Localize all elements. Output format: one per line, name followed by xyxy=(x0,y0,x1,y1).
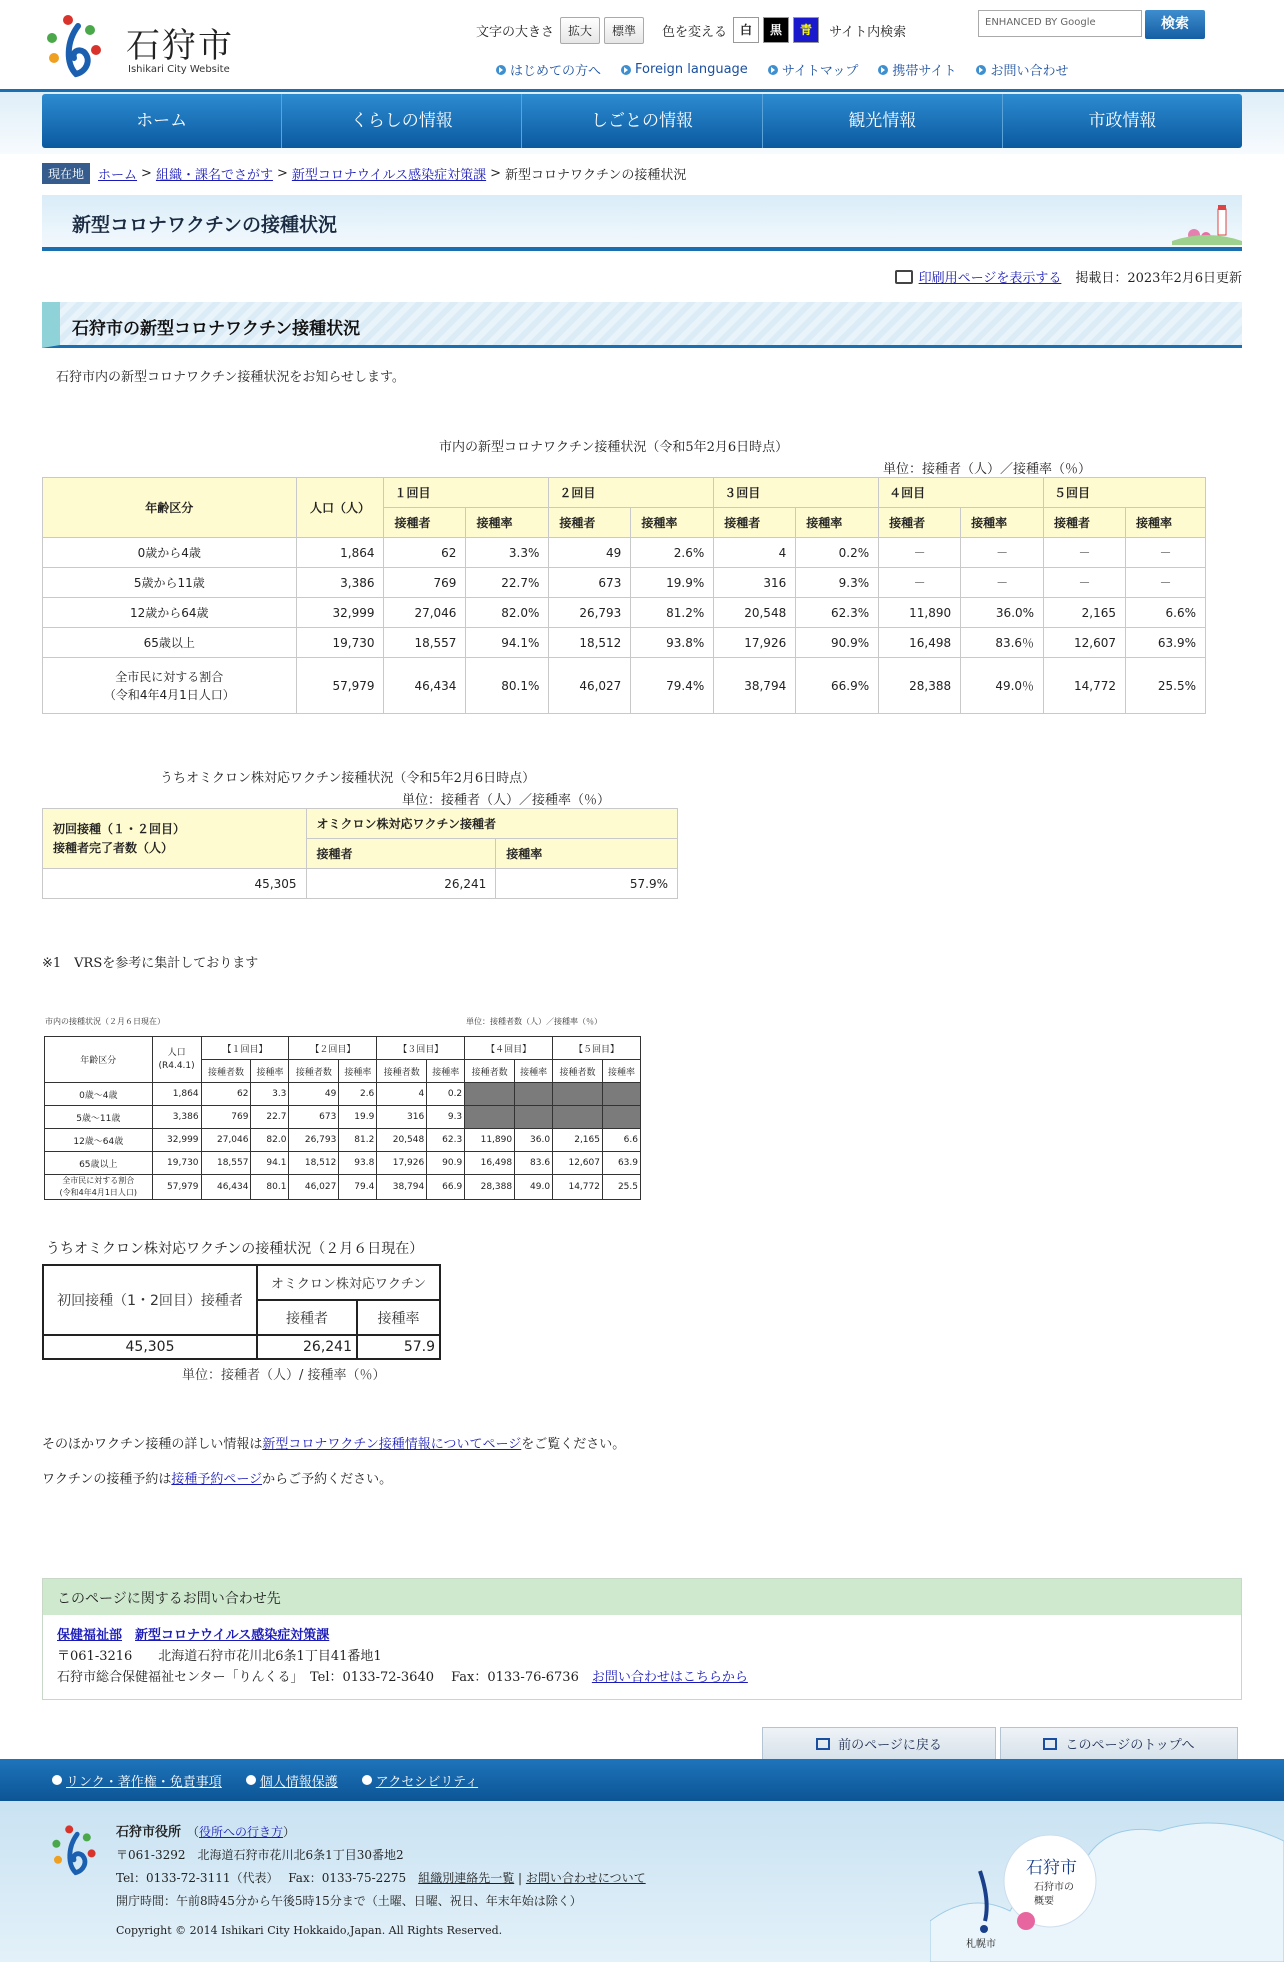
nav-city-admin[interactable]: 市政情報 xyxy=(1088,111,1157,131)
back-button[interactable] xyxy=(762,1727,996,1759)
value-cell: 316 xyxy=(714,568,796,598)
value-cell: 18,512 xyxy=(289,1152,339,1175)
value-cell: 20,548 xyxy=(377,1129,427,1152)
age-cell: 65歳以上 xyxy=(45,1152,153,1175)
population-cell: 19,730 xyxy=(152,1152,201,1175)
other-info-post: をご覧ください。 xyxy=(521,1437,626,1452)
value-cell: 62.3% xyxy=(796,598,879,628)
footer-logo xyxy=(50,1821,106,1881)
table1-unit: 単位：接種者（人）／接種率（％） xyxy=(883,462,1092,477)
sublink-first-visit[interactable]: はじめての方へ xyxy=(496,60,601,79)
header-rate: 接種率 xyxy=(515,1060,553,1083)
breadcrumb-separator: > xyxy=(276,166,288,181)
header-dose: 【５回目】 xyxy=(553,1037,641,1060)
empty-cell xyxy=(553,1083,603,1106)
page-top-button[interactable] xyxy=(1000,1727,1238,1759)
header-rate: 接種率 xyxy=(466,508,549,538)
color-blue-button[interactable]: 青 xyxy=(793,17,819,43)
age-cell: 12歳～64歳 xyxy=(45,1129,153,1152)
contact-heading: このページに関するお問い合わせ先 xyxy=(43,1579,1241,1615)
value-cell: 17,926 xyxy=(714,628,796,658)
sublink-foreign-language[interactable]: Foreign language xyxy=(621,60,748,79)
copyright: Copyright © 2014 Ishikari City Hokkaido,Japan. All Rights Reserved. xyxy=(116,1924,503,1937)
header-people: 接種者数 xyxy=(201,1060,251,1083)
city-overview-map[interactable] xyxy=(930,1801,1284,1962)
vrs-note: ※1 VRSを参考に集計しております xyxy=(42,956,259,971)
empty-cell xyxy=(602,1083,640,1106)
header-initial-line2: 接種者完了者数（人） xyxy=(53,840,174,855)
value-cell: 94.1 xyxy=(251,1152,289,1175)
header-dose: ５回目 xyxy=(1044,478,1206,508)
value-cell: 27,046 xyxy=(384,598,466,628)
breadcrumb-covid-dept[interactable]: 新型コロナウイルス感染症対策課 xyxy=(291,168,487,183)
header-population: 人口（人） xyxy=(296,478,384,538)
value-cell: 45,305 xyxy=(43,869,307,899)
value-cell: 28,388 xyxy=(879,658,961,714)
header-dose: 【３回目】 xyxy=(377,1037,465,1060)
site-search-label: サイト内検索 xyxy=(829,24,907,40)
footer-links-bar xyxy=(0,1759,1284,1801)
sublink-contact[interactable]: お問い合わせ xyxy=(976,60,1068,79)
reservation-post: からご予約ください。 xyxy=(262,1472,393,1487)
page-title: 新型コロナワクチンの接種状況 xyxy=(72,214,338,236)
map-overview-label: 石狩市の概要 xyxy=(1034,1882,1074,1907)
population-cell: 32,999 xyxy=(296,598,384,628)
age-label: 全市民に対する割合 xyxy=(62,1176,135,1185)
up-arrow-icon xyxy=(1043,1738,1057,1750)
lighthouse-illustration-icon xyxy=(1172,201,1242,245)
value-cell: 81.2% xyxy=(631,598,714,628)
search-button[interactable]: 検索 xyxy=(1145,10,1205,39)
city-emblem-icon xyxy=(44,12,114,82)
header-omicron: オミクロン株対応ワクチン xyxy=(257,1265,440,1300)
breadcrumb-home[interactable]: ホーム xyxy=(98,168,138,183)
table-row xyxy=(45,1083,641,1106)
value-cell: 38,794 xyxy=(714,658,796,714)
published-date: 掲載日：2023年2月6日更新 xyxy=(1075,271,1242,286)
header-rate: 接種率 xyxy=(339,1060,377,1083)
value-cell: 19.9% xyxy=(631,568,714,598)
sublink-sitemap[interactable]: サイトマップ xyxy=(768,60,859,79)
value-cell: 22.7 xyxy=(251,1106,289,1129)
vaccination-table xyxy=(42,477,1206,714)
value-cell: 0.2% xyxy=(796,538,879,568)
value-cell: 49 xyxy=(289,1083,339,1106)
arrow-bullet-icon xyxy=(768,65,778,75)
header-pop-line2: (R4.4.1) xyxy=(158,1060,195,1071)
population-cell: 57,979 xyxy=(152,1175,201,1200)
age-cell: 0歳から4歳 xyxy=(43,538,297,568)
logo-subtitle: Ishikari City Website xyxy=(128,64,230,75)
table-row xyxy=(43,628,1206,658)
arrow-bullet-icon xyxy=(621,65,631,75)
value-cell: 26,241 xyxy=(257,1335,357,1359)
age-sublabel: （令和4年4月1日人口） xyxy=(103,687,235,702)
value-cell: 2,165 xyxy=(1044,598,1126,628)
value-cell: 94.1% xyxy=(466,628,549,658)
population-cell: 32,999 xyxy=(152,1129,201,1152)
empty-cell xyxy=(553,1106,603,1129)
header-dose: 【１回目】 xyxy=(201,1037,289,1060)
footer-address: 〒061-3292 北海道石狩市花川北6条1丁目30番地2 xyxy=(116,1848,404,1862)
header-age: 年齢区分 xyxy=(43,478,297,538)
value-cell: 9.3% xyxy=(796,568,879,598)
value-cell: 19.9 xyxy=(339,1106,377,1129)
image2-title: うちオミクロン株対応ワクチンの接種状況（２月６日現在） xyxy=(46,1241,424,1257)
section-title: 石狩市の新型コロナワクチン接種状況 xyxy=(72,319,361,339)
image-table-unit: 単位：接種者数（人）／接種率（％） xyxy=(466,1017,602,1026)
header-dose: 【４回目】 xyxy=(465,1037,553,1060)
value-cell: 2.6% xyxy=(631,538,714,568)
print-page-link[interactable]: 印刷用ページを表示する xyxy=(918,271,1062,286)
value-cell: 3.3 xyxy=(251,1083,289,1106)
table2-caption: うちオミクロン株対応ワクチン接種状況（令和5年2月6日時点） xyxy=(160,771,536,786)
omicron-table xyxy=(42,808,678,899)
value-cell: － xyxy=(961,538,1044,568)
printer-icon xyxy=(895,270,913,284)
value-cell: 63.9 xyxy=(602,1152,640,1175)
value-cell: 26,793 xyxy=(289,1129,339,1152)
utility-bar xyxy=(476,16,906,44)
breadcrumb-separator: > xyxy=(490,166,501,181)
value-cell: 6.6 xyxy=(602,1129,640,1152)
age-cell: 12歳から64歳 xyxy=(43,598,297,628)
value-cell: 9.3 xyxy=(427,1106,465,1129)
header-initial-dose: 初回接種（1・2回目）接種者 xyxy=(43,1265,257,1335)
age-cell xyxy=(45,1175,153,1200)
header-dose: １回目 xyxy=(384,478,549,508)
image2-table xyxy=(42,1264,441,1360)
value-cell: 27,046 xyxy=(201,1129,251,1152)
value-cell: － xyxy=(1044,568,1126,598)
header-people: 接種者 xyxy=(879,508,961,538)
table-row xyxy=(43,568,1206,598)
image2-unit: 単位：接種者（人）/ 接種率（％） xyxy=(182,1368,386,1383)
breadcrumb-label: 現在地 xyxy=(42,163,90,184)
value-cell: 62 xyxy=(384,538,466,568)
sublink-mobile[interactable]: 携帯サイト xyxy=(878,60,956,79)
font-enlarge-button[interactable]: 拡大 xyxy=(560,17,600,44)
value-cell: 62 xyxy=(201,1083,251,1106)
header-population xyxy=(152,1037,201,1083)
value-cell: 83.6 xyxy=(515,1152,553,1175)
header-people: 接種者数 xyxy=(289,1060,339,1083)
value-cell: 66.9 xyxy=(427,1175,465,1200)
header-rate: 接種率 xyxy=(496,839,678,869)
value-cell: 673 xyxy=(549,568,631,598)
value-cell: 18,557 xyxy=(384,628,466,658)
age-cell: 0歳～4歳 xyxy=(45,1083,153,1106)
value-cell: 82.0 xyxy=(251,1129,289,1152)
header-people: 接種者 xyxy=(549,508,631,538)
global-nav xyxy=(42,94,1242,148)
value-cell: 6.6% xyxy=(1126,598,1206,628)
value-cell: 28,388 xyxy=(465,1175,515,1200)
value-cell: 20,548 xyxy=(714,598,796,628)
table-row xyxy=(43,598,1206,628)
header-dose: ２回目 xyxy=(549,478,714,508)
value-cell: 46,027 xyxy=(549,658,631,714)
header-people: 接種者 xyxy=(1044,508,1126,538)
color-label: 色を変える xyxy=(662,24,728,40)
value-cell: 62.3 xyxy=(427,1129,465,1152)
header-rate: 接種率 xyxy=(357,1300,440,1335)
site-logo[interactable] xyxy=(44,12,254,82)
nav-business[interactable]: しごとの情報 xyxy=(522,94,762,148)
value-cell: 11,890 xyxy=(465,1129,515,1152)
map-sapporo-label: 札幌市 xyxy=(966,1939,996,1950)
color-black-button[interactable]: 黒 xyxy=(763,17,789,43)
value-cell: 57.9 xyxy=(357,1335,440,1359)
header-dose: 【２回目】 xyxy=(289,1037,377,1060)
contact-box xyxy=(42,1578,1242,1700)
value-cell: 22.7% xyxy=(466,568,549,598)
value-cell: 93.8% xyxy=(631,628,714,658)
map-city-label: 石狩市 xyxy=(1026,1858,1077,1878)
contact-about-link[interactable]: お問い合わせについて xyxy=(525,1871,646,1885)
intro-text: 石狩市内の新型コロナワクチン接種状況をお知らせします。 xyxy=(56,370,405,385)
value-cell: 49 xyxy=(549,538,631,568)
value-cell: 11,890 xyxy=(879,598,961,628)
back-label: 前のページに戻る xyxy=(838,1738,942,1753)
table-row xyxy=(45,1175,641,1200)
omicron-table-image xyxy=(42,1238,462,1388)
value-cell: 316 xyxy=(377,1106,427,1129)
header-initial-dose xyxy=(43,809,307,869)
value-cell: 18,512 xyxy=(549,628,631,658)
value-cell: 80.1% xyxy=(466,658,549,714)
vaccine-info-link[interactable]: 新型コロナワクチン接種情報についてページ xyxy=(262,1437,522,1452)
value-cell: 26,793 xyxy=(549,598,631,628)
arrow-bullet-icon xyxy=(496,65,506,75)
contact-list-link[interactable]: 組織別連絡先一覧 xyxy=(418,1871,515,1885)
value-cell: － xyxy=(879,568,961,598)
footer-tel: Tel：0133-72-3111（代表） Fax：0133-75-2275 xyxy=(116,1871,407,1885)
breadcrumb-org-search[interactable]: 組織・課名でさがす xyxy=(155,168,273,183)
nav-living[interactable]: くらしの情報 xyxy=(282,94,522,148)
header-rate: 接種率 xyxy=(796,508,879,538)
table-row xyxy=(45,1152,641,1175)
arrow-bullet-icon xyxy=(878,65,888,75)
reservation-line xyxy=(42,1468,392,1487)
contact-body xyxy=(43,1615,1241,1698)
value-cell: 83.6％ xyxy=(961,628,1044,658)
value-cell: 57.9% xyxy=(496,869,678,899)
nav-home[interactable]: ホーム xyxy=(42,94,282,148)
font-standard-button[interactable]: 標準 xyxy=(604,17,644,44)
value-cell: 16,498 xyxy=(879,628,961,658)
value-cell: 0.2 xyxy=(427,1083,465,1106)
header-people: 接種者数 xyxy=(465,1060,515,1083)
population-cell: 1,864 xyxy=(152,1083,201,1106)
value-cell: － xyxy=(1126,538,1206,568)
value-cell: 25.5% xyxy=(1126,658,1206,714)
value-cell: 81.2 xyxy=(339,1129,377,1152)
value-cell: － xyxy=(1126,568,1206,598)
table-row xyxy=(45,1129,641,1152)
value-cell: 12,607 xyxy=(1044,628,1126,658)
page-top-label: このページのトップへ xyxy=(1065,1738,1195,1753)
color-white-button[interactable]: 白 xyxy=(733,17,759,43)
header-omicron: オミクロン株対応ワクチン接種者 xyxy=(306,809,677,839)
value-cell: 80.1 xyxy=(251,1175,289,1200)
empty-cell xyxy=(602,1106,640,1129)
footer-text: 石狩市役所 （役所への行き方） 〒061-3292 北海道石狩市花川北6条1丁目30番地2 Tel：0133-72-3111（代表） Fax：0133-75-2275 組織別連絡先一覧 | お問い合わせについて 開庁時間：午前8時45分から午後5時15分まで（土曜、日曜、祝日、年末年始は除く） Copyright © 2014 Ishikari City Hokkaido,Japan. All Rights Reserved. xyxy=(116,1821,646,1942)
header-dose: ３回目 xyxy=(714,478,879,508)
value-cell: 46,434 xyxy=(384,658,466,714)
value-cell: 90.9% xyxy=(796,628,879,658)
font-size-label: 文字の大きさ xyxy=(476,24,555,40)
value-cell: 79.4% xyxy=(631,658,714,714)
contact-facility: 石狩市総合保健福祉センター「りんくる」 Tel：0133-72-3640 Fax：0133-76-6736 xyxy=(57,1670,579,1685)
inquiry-link[interactable]: お問い合わせはこちらから xyxy=(591,1670,748,1685)
population-cell: 3,386 xyxy=(296,568,384,598)
value-cell: 769 xyxy=(201,1106,251,1129)
empty-cell xyxy=(465,1106,515,1129)
value-cell: 16,498 xyxy=(465,1152,515,1175)
header-rate: 接種率 xyxy=(961,508,1044,538)
header-rate: 接種率 xyxy=(602,1060,640,1083)
logo-text: 石狩市 xyxy=(126,26,234,66)
value-cell: 46,434 xyxy=(201,1175,251,1200)
header-rate: 接種率 xyxy=(631,508,714,538)
value-cell: － xyxy=(961,568,1044,598)
arrow-bullet-icon xyxy=(52,1775,62,1785)
footer-link-legal[interactable]: リンク・著作権・免責事項 xyxy=(52,1771,222,1790)
age-cell xyxy=(43,658,297,714)
value-cell: 4 xyxy=(714,538,796,568)
table1-caption: 市内の新型コロナワクチン接種状況（令和5年2月6日時点） xyxy=(439,440,789,455)
header-people: 接種者 xyxy=(306,839,496,869)
value-cell: 63.9% xyxy=(1126,628,1206,658)
population-cell: 3,386 xyxy=(152,1106,201,1129)
breadcrumb xyxy=(42,163,686,184)
value-cell: 79.4 xyxy=(339,1175,377,1200)
breadcrumb-separator: > xyxy=(141,166,152,181)
city-emblem-icon xyxy=(50,1821,106,1881)
access-link[interactable]: 役所への行き方 xyxy=(199,1825,284,1839)
population-cell: 19,730 xyxy=(296,628,384,658)
table-row xyxy=(43,538,1206,568)
population-cell: 57,979 xyxy=(296,658,384,714)
value-cell: － xyxy=(879,538,961,568)
site-header xyxy=(0,0,1284,92)
header-rate: 接種率 xyxy=(427,1060,465,1083)
age-label: 全市民に対する割合 xyxy=(115,669,224,684)
age-cell: 5歳から11歳 xyxy=(43,568,297,598)
image-table-title: 市内の接種状況（２月６日現在） xyxy=(45,1017,165,1026)
age-cell: 5歳～11歳 xyxy=(45,1106,153,1129)
section-link[interactable]: 新型コロナウイルス感染症対策課 xyxy=(135,1628,330,1643)
header-people: 接種者数 xyxy=(377,1060,427,1083)
breadcrumb-current: 新型コロナワクチンの接種状況 xyxy=(505,168,687,183)
table2-unit: 単位：接種者（人）／接種率（％） xyxy=(402,793,611,808)
value-cell: 82.0% xyxy=(466,598,549,628)
value-cell: 3.3% xyxy=(466,538,549,568)
empty-cell xyxy=(515,1083,553,1106)
value-cell: 49.0％ xyxy=(961,658,1044,714)
value-cell: 66.9% xyxy=(796,658,879,714)
vaccination-table-image xyxy=(42,1016,642,1206)
header-rate: 接種率 xyxy=(1126,508,1206,538)
header-rate: 接種率 xyxy=(251,1060,289,1083)
value-cell: 673 xyxy=(289,1106,339,1129)
header-dose: ４回目 xyxy=(879,478,1044,508)
arrow-bullet-icon xyxy=(976,65,986,75)
header-people: 接種者 xyxy=(257,1300,357,1335)
value-cell: 93.8 xyxy=(339,1152,377,1175)
print-row xyxy=(895,267,1242,286)
empty-cell xyxy=(465,1083,515,1106)
footer xyxy=(0,1801,1284,1962)
header-people: 接種者数 xyxy=(553,1060,603,1083)
header-age: 年齢区分 xyxy=(45,1037,153,1083)
value-cell: 14,772 xyxy=(553,1175,603,1200)
footer-office: 石狩市役所 xyxy=(116,1825,182,1840)
value-cell: 38,794 xyxy=(377,1175,427,1200)
value-cell: 46,027 xyxy=(289,1175,339,1200)
nav-tourism[interactable]: 観光情報 xyxy=(763,94,1003,148)
header-sublinks xyxy=(496,60,1089,79)
header-pop-line1: 人口 xyxy=(167,1047,186,1058)
footer-link-privacy[interactable]: 個人情報保護 xyxy=(246,1771,338,1790)
arrow-bullet-icon xyxy=(246,1775,256,1785)
value-cell: 769 xyxy=(384,568,466,598)
value-cell: 2.6 xyxy=(339,1083,377,1106)
value-cell: 17,926 xyxy=(377,1152,427,1175)
value-cell: 26,241 xyxy=(306,869,496,899)
header-people: 接種者 xyxy=(714,508,796,538)
header-initial-line1: 初回接種（１・２回目） xyxy=(53,821,186,836)
age-cell: 65歳以上 xyxy=(43,628,297,658)
image-table xyxy=(44,1036,641,1200)
value-cell: 36.0% xyxy=(961,598,1044,628)
footer-hours: 開庁時間：午前8時45分から午後5時15分まで（土曜、日曜、祝日、年末年始は除く） xyxy=(116,1894,582,1908)
empty-cell xyxy=(515,1106,553,1129)
value-cell: 49.0 xyxy=(515,1175,553,1200)
value-cell: － xyxy=(1044,538,1126,568)
other-info-line xyxy=(42,1433,625,1452)
value-cell: 4 xyxy=(377,1083,427,1106)
value-cell: 45,305 xyxy=(43,1335,257,1359)
dept-link[interactable]: 保健福祉部 xyxy=(57,1628,123,1643)
value-cell: 90.9 xyxy=(427,1152,465,1175)
other-info-pre: そのほかワクチン接種の詳しい情報は xyxy=(42,1437,263,1452)
table-row xyxy=(43,658,1206,714)
arrow-bullet-icon xyxy=(362,1775,372,1785)
value-cell: 36.0 xyxy=(515,1129,553,1152)
reservation-pre: ワクチンの接種予約は xyxy=(42,1472,172,1487)
age-sublabel: (令和4年4月1日人口) xyxy=(59,1188,138,1197)
back-arrow-icon xyxy=(816,1738,830,1750)
search-input[interactable]: ENHANCED BY Google xyxy=(978,10,1142,37)
contact-address: 〒061-3216 北海道石狩市花川北6条1丁目41番地1 xyxy=(57,1649,382,1664)
table-row xyxy=(45,1106,641,1129)
value-cell: 2,165 xyxy=(553,1129,603,1152)
value-cell: 14,772 xyxy=(1044,658,1126,714)
population-cell: 1,864 xyxy=(296,538,384,568)
table-row xyxy=(43,869,678,899)
value-cell: 25.5 xyxy=(602,1175,640,1200)
reservation-link[interactable]: 接種予約ページ xyxy=(171,1472,263,1487)
value-cell: 18,557 xyxy=(201,1152,251,1175)
header-people: 接種者 xyxy=(384,508,466,538)
footer-link-accessibility[interactable]: アクセシビリティ xyxy=(362,1771,478,1790)
value-cell: 12,607 xyxy=(553,1152,603,1175)
